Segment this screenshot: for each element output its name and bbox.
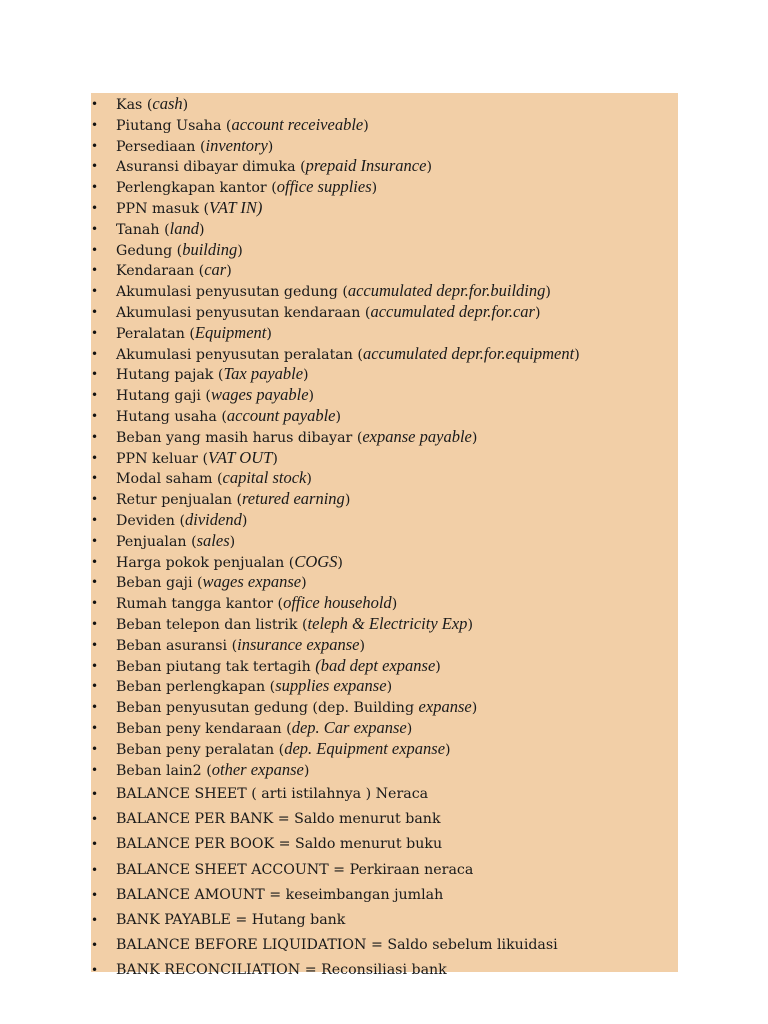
term-indonesian: Asuransi dibayar dimuka	[116, 159, 296, 176]
glossary-item-text: Beban yang masih harus dibayar (expanse payable)	[116, 426, 478, 446]
bullet-icon: •	[91, 762, 99, 777]
term-english: (bad dept expanse	[315, 655, 436, 675]
term-english-plain: dep. Building	[317, 700, 419, 717]
term-english: building	[182, 239, 238, 259]
term-indonesian: Tanah	[116, 221, 160, 238]
balance-term-text: BANK PAYABLE = Hutang bank	[116, 912, 346, 928]
glossary-item-text: Asuransi dibayar dimuka (prepaid Insurance)	[116, 156, 432, 176]
term-indonesian: Retur penjualan	[116, 492, 232, 509]
term-indonesian: Hutang gaji	[116, 388, 201, 405]
closing-paren: )	[363, 117, 369, 134]
term-english: teleph & Electricity Exp	[307, 614, 468, 633]
closing-paren: )	[574, 346, 580, 363]
term-english: COGS	[294, 551, 338, 571]
glossary-item-text: Rumah tangga kantor (office household)	[116, 593, 398, 613]
closing-paren: )	[229, 533, 236, 550]
term-indonesian: Peralatan	[116, 325, 185, 342]
term-english: VAT OUT	[207, 447, 273, 467]
bullet-icon: •	[91, 741, 99, 756]
bullet-icon: •	[91, 596, 99, 611]
closing-paren: )	[471, 700, 478, 717]
bullet-icon: •	[91, 617, 99, 631]
closing-paren: )	[266, 325, 272, 342]
bullet-icon: •	[91, 887, 99, 902]
balance-term-text: BANK RECONCILIATION = Reconsiliasi bank	[116, 962, 447, 979]
term-english: wages payable	[210, 385, 309, 405]
bullet-icon: •	[91, 679, 99, 694]
bullet-icon: •	[91, 533, 99, 548]
closing-paren: )	[445, 741, 451, 758]
closing-paren: )	[406, 721, 413, 737]
bullet-icon: •	[91, 721, 99, 735]
bullet-icon: •	[91, 159, 99, 174]
term-indonesian: Beban piutang tak tertagih	[116, 658, 311, 675]
bullet-icon: •	[91, 284, 99, 299]
term-indonesian: Deviden	[116, 513, 175, 529]
term-indonesian: Harga pokok penjualan	[116, 554, 285, 571]
bullet-icon: •	[91, 367, 99, 382]
term-english: other expanse	[211, 759, 304, 779]
term-english: retured earning	[242, 489, 345, 509]
closing-paren: )	[306, 471, 312, 488]
glossary-item-text: Akumulasi penyusutan gedung (accumulated depr.for.building)	[116, 281, 551, 301]
term-indonesian: Penjualan	[116, 533, 187, 550]
bullet-icon: •	[91, 963, 99, 978]
closing-paren: )	[534, 305, 541, 321]
bullet-icon: •	[91, 138, 99, 153]
term-indonesian: Perlengkapan kantor	[116, 180, 267, 197]
glossary-panel	[91, 93, 678, 979]
glossary-item-text: Beban gaji (wages expanse)	[116, 572, 307, 592]
closing-paren: )	[471, 429, 478, 446]
closing-paren: )	[545, 284, 551, 301]
glossary-item-text: Beban lain2 (other expanse)	[116, 759, 310, 779]
bullet-icon: •	[91, 97, 99, 111]
glossary-item-text: Beban peny peralatan (dep. Equipment expanse)	[116, 738, 451, 758]
closing-paren: )	[426, 159, 432, 176]
term-indonesian: PPN keluar	[116, 450, 198, 467]
closing-paren: )	[308, 388, 315, 405]
term-english: cash	[152, 94, 183, 113]
term-indonesian: Beban peny kendaraan	[116, 721, 282, 737]
term-english: Tax payable	[223, 364, 304, 384]
glossary-item-text: Kas (cash)	[116, 94, 189, 113]
glossary-item-text: Hutang pajak (Tax payable)	[116, 364, 309, 384]
glossary-item-text: Gedung (building)	[116, 239, 243, 259]
balance-term-text: BALANCE PER BANK = Saldo menurut bank	[116, 811, 441, 828]
bullet-icon: •	[91, 429, 99, 444]
term-indonesian: Beban yang masih harus dibayar	[116, 429, 353, 446]
glossary-item-text: Perlengkapan kantor (office supplies)	[116, 177, 378, 197]
glossary-item-text: Beban peny kendaraan (dep. Car expanse)	[116, 718, 413, 737]
term-english: account payable	[226, 406, 336, 425]
closing-paren: )	[226, 263, 232, 280]
term-english: car	[204, 260, 227, 280]
term-indonesian: Beban penyusutan gedung	[116, 700, 308, 717]
glossary-item-text: Tanah (land)	[116, 218, 205, 238]
glossary-item-text: Akumulasi penyusutan peralatan (accumulated depr.for.equipment)	[116, 343, 580, 363]
bullet-icon: •	[91, 305, 99, 319]
term-indonesian: Rumah tangga kantor	[116, 596, 274, 613]
closing-paren: )	[237, 242, 243, 259]
glossary-item-text: Beban perlengkapan (supplies expanse)	[116, 676, 393, 696]
glossary-item-text: Penjualan (sales)	[116, 530, 236, 550]
term-english: dividend	[185, 510, 242, 529]
bullet-icon: •	[91, 637, 99, 652]
bullet-icon: •	[91, 700, 99, 715]
term-indonesian: Beban perlengkapan	[116, 679, 266, 696]
bullet-icon: •	[91, 837, 99, 852]
term-english: prepaid Insurance	[305, 156, 427, 176]
term-english: accumulated depr.for.equipment	[362, 343, 575, 363]
glossary-item-text: Modal saham (capital stock)	[116, 468, 312, 488]
closing-paren: )	[241, 513, 248, 529]
glossary-item-text: Beban asuransi (insurance expanse)	[116, 634, 366, 654]
bullet-icon: •	[91, 263, 99, 278]
bullet-icon: •	[91, 554, 99, 569]
term-indonesian: Akumulasi penyusutan peralatan	[116, 346, 353, 363]
closing-paren: )	[198, 221, 205, 238]
term-english: wages expanse	[202, 572, 302, 592]
bullet-icon: •	[91, 180, 99, 195]
closing-paren: )	[335, 409, 342, 425]
glossary-item-text: Kendaraan (car)	[116, 260, 232, 280]
term-indonesian: Beban peny peralatan	[116, 741, 275, 758]
closing-paren: )	[182, 97, 189, 113]
glossary-item-text: Deviden (dividend)	[116, 510, 248, 529]
closing-paren: )	[267, 138, 274, 155]
closing-paren: )	[301, 575, 307, 592]
glossary-item-text: PPN masuk (VAT IN)	[116, 198, 263, 217]
term-english: office supplies	[276, 177, 372, 197]
term-indonesian: Gedung	[116, 242, 173, 259]
bullet-icon: •	[91, 409, 99, 423]
bullet-icon: •	[91, 346, 99, 361]
glossary-item-text: Beban telepon dan listrik (teleph & Electricity Exp)	[116, 614, 473, 633]
bullet-icon: •	[91, 117, 99, 132]
bullet-icon: •	[91, 938, 99, 953]
glossary-item-text: Persediaan (inventory)	[116, 135, 274, 155]
term-indonesian: Modal saham	[116, 471, 213, 488]
bullet-icon: •	[91, 450, 99, 465]
term-english: dep. Car expanse	[291, 718, 407, 737]
glossary-item-text: PPN keluar (VAT OUT)	[116, 447, 278, 467]
term-english: land	[169, 218, 199, 238]
closing-paren: )	[386, 679, 393, 696]
bullet-icon: •	[91, 325, 99, 340]
term-indonesian: Piutang Usaha	[116, 117, 222, 134]
term-indonesian: Hutang usaha	[116, 409, 217, 425]
closing-paren: )	[391, 596, 398, 613]
bullet-icon: •	[91, 242, 99, 257]
balance-term-text: BALANCE BEFORE LIQUIDATION = Saldo sebelum likuidasi	[116, 937, 558, 954]
balance-term-text: BALANCE SHEET ( arti istilahnya ) Neraca	[116, 786, 429, 802]
term-indonesian: Beban telepon dan listrik	[116, 617, 298, 633]
bullet-icon: •	[91, 471, 99, 486]
glossary-item-text	[116, 657, 441, 676]
bullet-icon: •	[91, 221, 99, 236]
bullet-icon: •	[91, 575, 99, 590]
term-english: expanse payable	[362, 426, 472, 446]
term-english: sales	[196, 530, 230, 550]
term-english: account receiveable	[231, 114, 364, 134]
bullet-icon: •	[91, 201, 99, 215]
closing-paren: )	[272, 450, 278, 467]
term-indonesian: PPN masuk	[116, 201, 199, 217]
closing-paren: )	[303, 762, 310, 779]
term-english: expanse	[418, 697, 472, 717]
term-english: VAT IN)	[209, 198, 263, 217]
term-indonesian: Akumulasi penyusutan gedung	[116, 284, 338, 301]
closing-paren: )	[359, 637, 366, 654]
term-english: insurance expanse	[237, 634, 360, 654]
term-indonesian: Beban asuransi	[116, 637, 228, 654]
bullet-icon: •	[91, 812, 99, 827]
term-indonesian: Hutang pajak	[116, 367, 214, 384]
bullet-icon: •	[91, 658, 99, 673]
closing-paren: )	[337, 554, 343, 571]
bullet-icon: •	[91, 913, 99, 927]
term-indonesian: Beban lain2	[116, 762, 202, 779]
term-english: inventory	[205, 135, 268, 155]
bullet-icon: •	[91, 388, 99, 403]
term-english: office household	[283, 593, 392, 613]
balance-term-text: BALANCE PER BOOK = Saldo menurut buku	[116, 836, 443, 853]
term-indonesian: Beban gaji	[116, 575, 193, 592]
glossary-item-text: Retur penjualan (retured earning)	[116, 489, 351, 509]
glossary-item-text: Hutang usaha (account payable)	[116, 406, 342, 425]
glossary-item-text: Beban penyusutan gedung (dep. Building expanse)	[116, 697, 478, 717]
term-english: Equipment	[194, 322, 267, 342]
bullet-icon: •	[91, 787, 99, 801]
closing-paren: )	[371, 180, 378, 197]
glossary-item-text: Hutang gaji (wages payable)	[116, 385, 315, 405]
closing-paren: )	[303, 367, 309, 384]
term-english: accumulated depr.for.car	[370, 302, 535, 321]
balance-term-text: BALANCE AMOUNT = keseimbangan jumlah	[116, 886, 444, 903]
term-english: capital stock	[222, 468, 307, 488]
closing-paren: )	[344, 492, 351, 509]
term-english: dep. Equipment expanse	[284, 738, 446, 758]
glossary-item-text: Piutang Usaha (account receiveable)	[116, 114, 369, 134]
term-indonesian: Persediaan	[116, 138, 196, 155]
bullet-icon: •	[91, 862, 99, 877]
glossary-item-text: Akumulasi penyusutan kendaraan (accumulated depr.for.car)	[116, 302, 541, 321]
balance-term-text: BALANCE SHEET ACCOUNT = Perkiraan neraca	[116, 861, 474, 878]
term-indonesian: Akumulasi penyusutan kendaraan	[116, 305, 361, 321]
closing-paren: )	[467, 617, 473, 633]
bullet-icon: •	[91, 513, 99, 527]
glossary-item-text: Peralatan (Equipment)	[116, 322, 272, 342]
bullet-icon: •	[91, 492, 99, 507]
term-english: accumulated depr.for.building	[347, 281, 546, 301]
term-english: supplies expanse	[275, 676, 387, 696]
closing-paren: )	[435, 658, 441, 675]
term-indonesian: Kendaraan	[116, 263, 195, 280]
glossary-item-text: Harga pokok penjualan (COGS)	[116, 551, 343, 571]
term-indonesian: Kas	[116, 97, 143, 113]
